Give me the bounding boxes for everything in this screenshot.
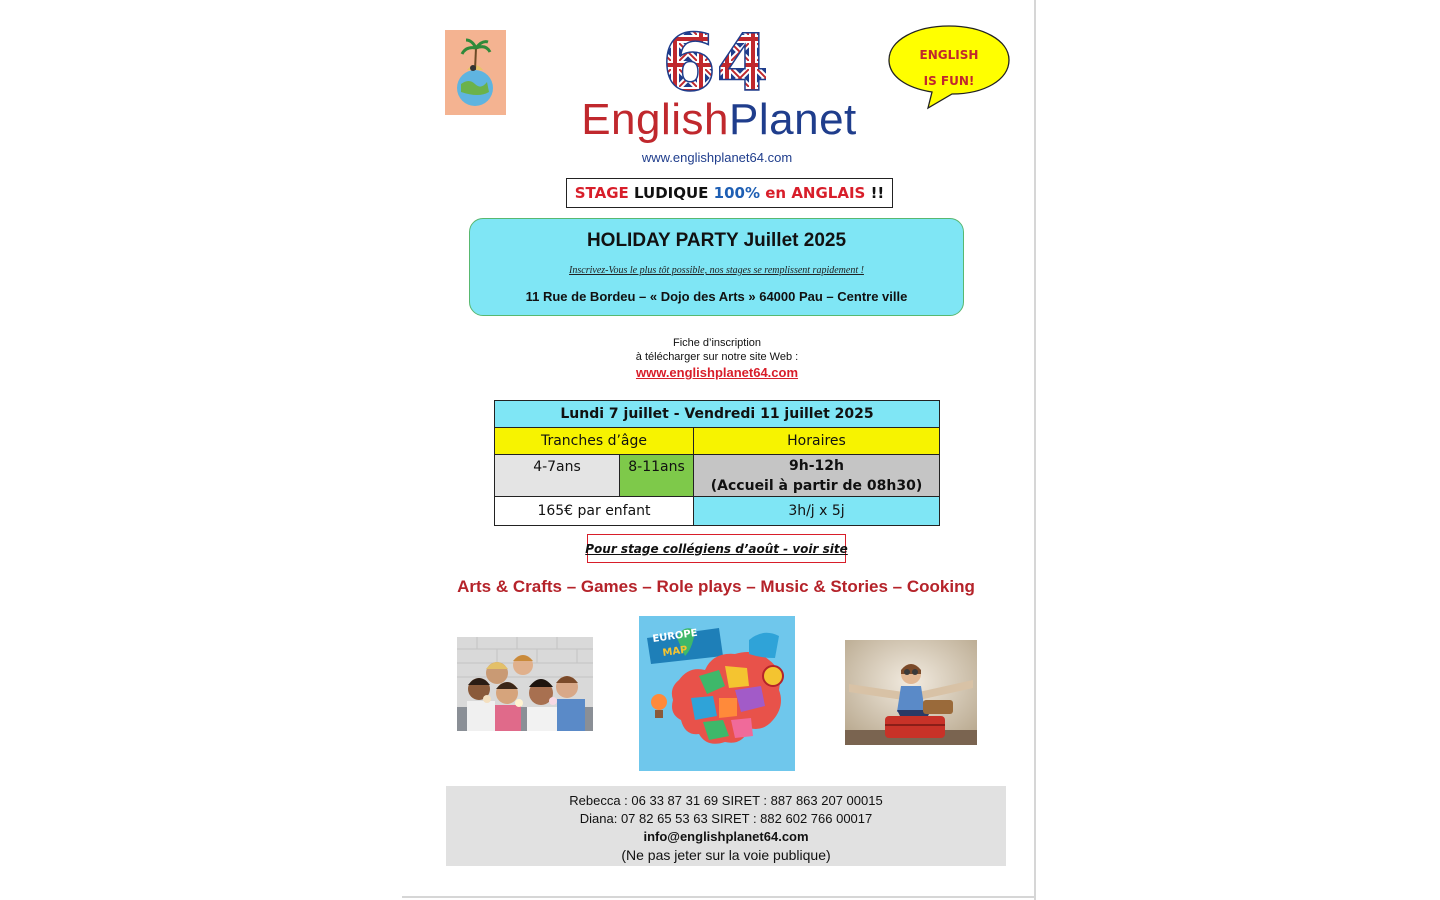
stage-word-3: 100%: [713, 184, 760, 202]
stage-word-6: !!: [870, 184, 885, 202]
stage-word-1: STAGE: [574, 184, 629, 202]
schedule-table: [494, 400, 940, 526]
schedule-time: 9h-12h: [789, 457, 844, 474]
page-edge-bottom: [402, 896, 1036, 898]
schedule-welcome: (Accueil à partir de 08h30): [710, 477, 923, 494]
bubble-line-2: IS FUN!: [923, 74, 975, 88]
brand-name: [574, 95, 864, 144]
brand-name-planet: Planet: [729, 95, 857, 144]
holiday-title-bold: HOLIDAY PARTY: [586, 230, 739, 251]
schedule-time-cell: [694, 455, 939, 497]
stage-word-5: ANGLAIS: [791, 184, 866, 202]
holiday-subtitle: Inscrivez-Vous le plus tôt possible, nos stages se remplissent rapidement !: [569, 265, 864, 276]
holiday-address: 11 Rue de Bordeu – « Dojo des Arts » 64000 Pau – Centre ville: [525, 289, 908, 304]
logo-64-mark: [662, 26, 766, 96]
aviator-child-photo: [845, 640, 977, 745]
holiday-title-date: Juillet 2025: [743, 230, 847, 251]
kids-photo: [457, 637, 593, 731]
registration-link[interactable]: www.englishplanet64.com: [635, 365, 799, 380]
college-note[interactable]: Pour stage collégiens d’août - voir site: [587, 534, 846, 563]
registration-line-1: Fiche d’inscription: [672, 337, 762, 349]
contact-rebecca: Rebecca : 06 33 87 31 69 SIRET : 887 863 207 00015: [569, 793, 883, 808]
contact-email[interactable]: info@englishplanet64.com: [643, 829, 809, 844]
brand-website[interactable]: www.englishplanet64.com: [641, 150, 793, 165]
age-group-8-11: 8-11ans: [620, 455, 694, 497]
activities-list: Arts & Crafts – Games – Role plays – Music & Stories – Cooking: [457, 577, 975, 596]
contact-diana: Diana: 07 82 65 53 63 SIRET : 882 602 766 00017: [579, 811, 873, 826]
schedule-header: Lundi 7 juillet - Vendredi 11 juillet 2025: [495, 401, 939, 428]
contact-note: (Ne pas jeter sur la voie publique): [621, 847, 831, 863]
stage-word-2: LUDIQUE: [634, 184, 709, 202]
page-edge-right: [1034, 0, 1036, 900]
age-group-4-7: 4-7ans: [495, 455, 620, 497]
stage-banner: [566, 178, 893, 208]
brand-name-english: English: [581, 95, 730, 144]
stage-word-4: en: [765, 184, 787, 202]
island-globe-image: [445, 30, 506, 115]
schedule-duration: 3h/j x 5j: [694, 497, 939, 525]
map-label-1: EUROPE: [651, 627, 699, 645]
schedule-col-age: Tranches d’âge: [495, 428, 694, 455]
holiday-title: [469, 230, 964, 252]
europe-map-photo: [639, 616, 795, 771]
registration-line-2: à télécharger sur notre site Web :: [635, 351, 799, 363]
speech-bubble-text: [890, 42, 1008, 94]
logo-number: 64: [662, 26, 766, 96]
map-label-2: MAP: [661, 644, 689, 659]
schedule-price: 165€ par enfant: [495, 497, 694, 525]
schedule-col-hours: Horaires: [694, 428, 939, 455]
bubble-line-1: ENGLISH: [919, 48, 979, 62]
